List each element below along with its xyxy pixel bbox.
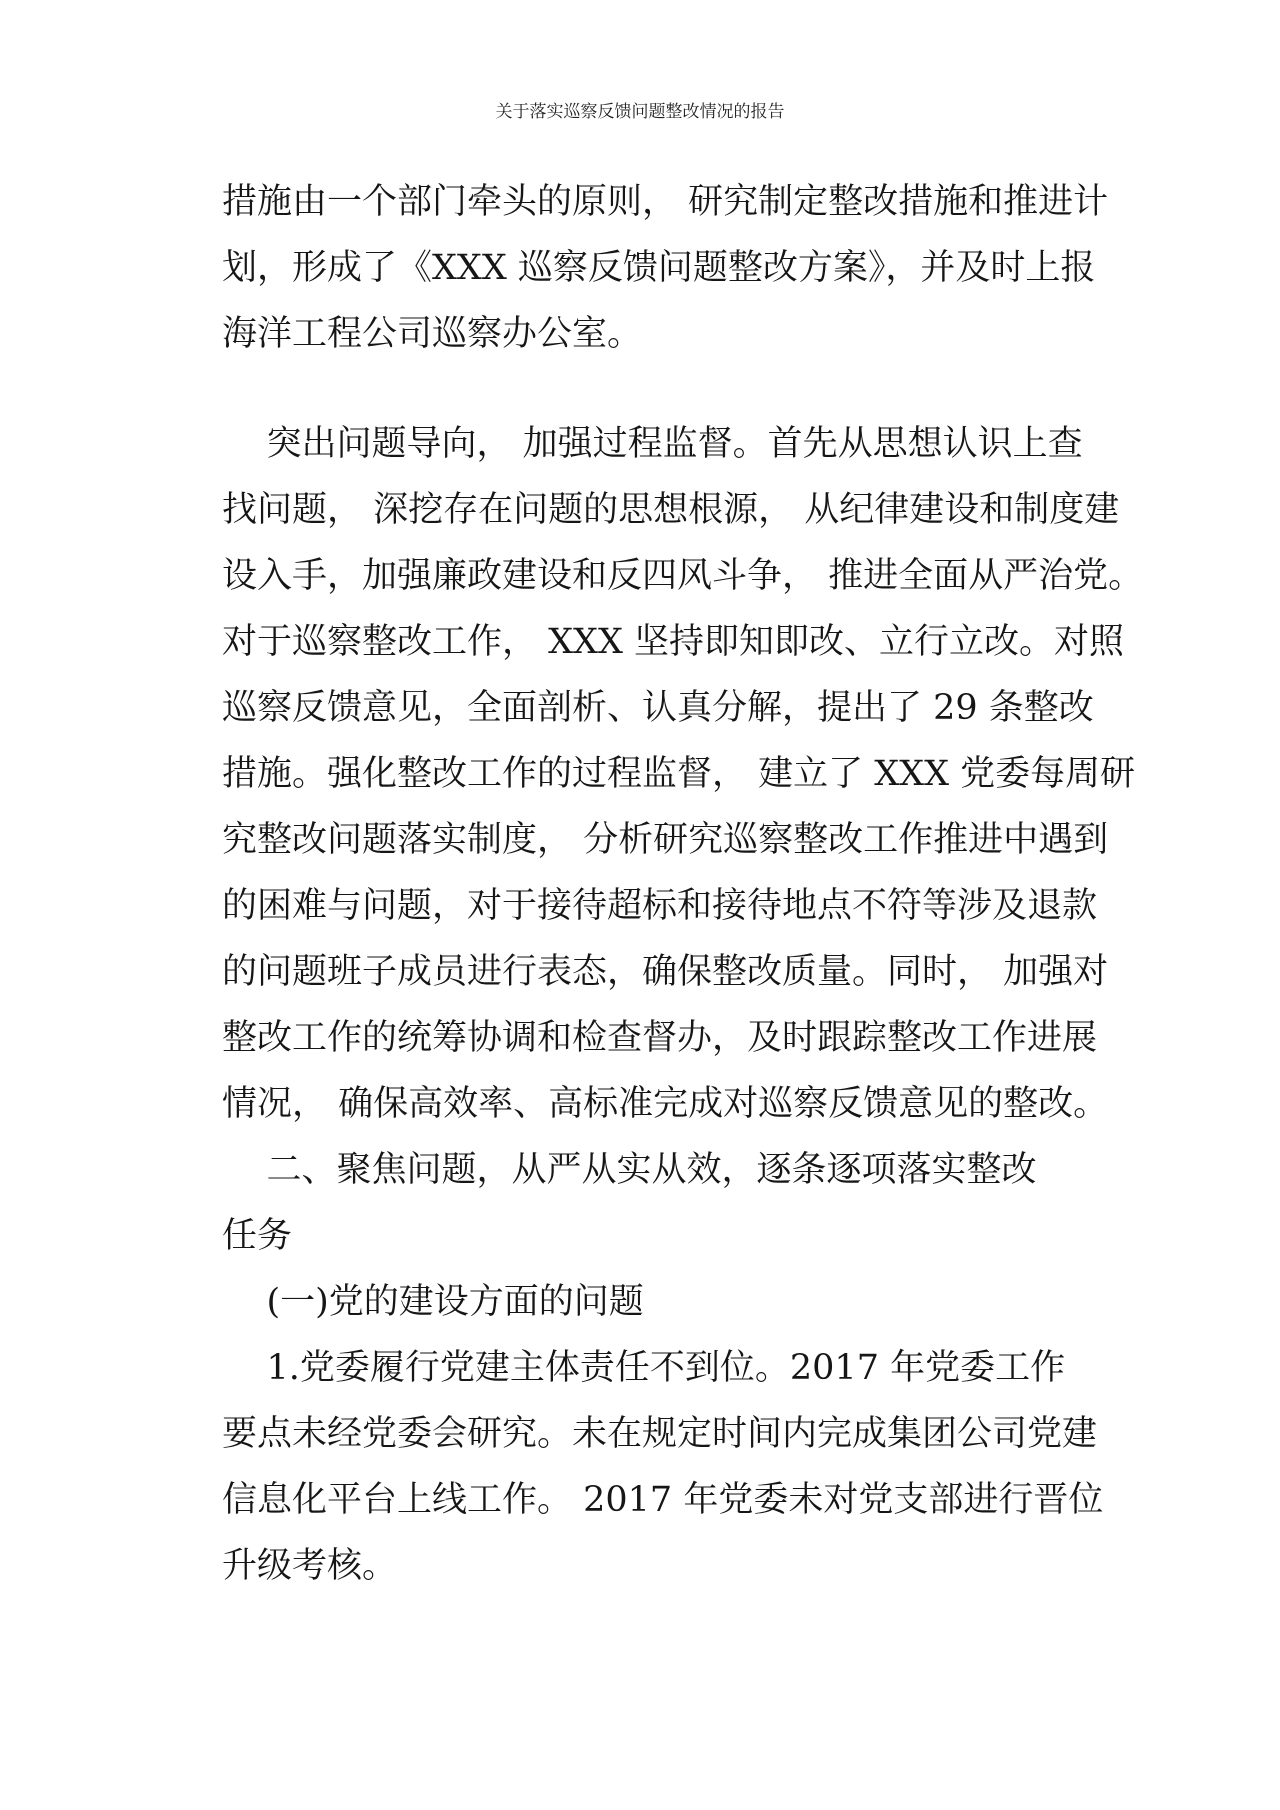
text-line: 情况， 确保高效率、高标准完成对巡察反馈意见的整改。 <box>222 1084 1109 1124</box>
text-line: 要点未经党委会研究。未在规定时间内完成集团公司党建 <box>222 1414 1098 1454</box>
text-line: 的问题班子成员进行表态，确保整改质量。同时， 加强对 <box>222 952 1109 992</box>
text-line: 措施。强化整改工作的过程监督， 建立了 XXX 党委每周研 <box>222 754 1136 794</box>
text-line: 找问题， 深挖存在问题的思想根源， 从纪律建设和制度建 <box>222 490 1120 530</box>
section-heading-line: 二、聚焦问题，从严从实从效，逐条逐项落实整改 <box>222 1150 1037 1190</box>
running-header: 关于落实巡察反馈问题整改情况的报告 <box>495 102 785 122</box>
paragraph-gap <box>222 378 1072 422</box>
text-line: 究整改问题落实制度， 分析研究巡察整改工作推进中遇到 <box>222 820 1109 860</box>
subsection-heading: (一)党的建设方面的问题 <box>222 1282 644 1322</box>
text-line: 突出问题导向， 加强过程监督。首先从思想认识上查 <box>222 424 1083 464</box>
text-line: 信息化平台上线工作。 2017 年党委未对党支部进行晋位 <box>222 1480 1104 1520</box>
section-heading-line: 任务 <box>222 1216 293 1256</box>
text-line: 的困难与问题，对于接待超标和接待地点不符等涉及退款 <box>222 886 1098 926</box>
text-line: 措施由一个部门牵头的原则， 研究制定整改措施和推进计 <box>222 182 1109 222</box>
text-line: 设入手，加强廉政建设和反四风斗争， 推进全面从严治党。 <box>222 556 1144 596</box>
text-line: 升级考核。 <box>222 1546 398 1586</box>
document-body <box>222 180 1144 1610</box>
text-line: 对于巡察整改工作， XXX 坚持即知即改、立行立改。对照 <box>222 622 1125 662</box>
text-line: 1.党委履行党建主体责任不到位。2017 年党委工作 <box>222 1348 1066 1388</box>
text-line: 划，形成了《XXX 巡察反馈问题整改方案》，并及时上报 <box>222 248 1096 288</box>
text-line: 海洋工程公司巡察办公室。 <box>222 314 643 354</box>
text-line: 整改工作的统筹协调和检查督办，及时跟踪整改工作进展 <box>222 1018 1098 1058</box>
text-line: 巡察反馈意见，全面剖析、认真分解，提出了 29 条整改 <box>222 688 1094 728</box>
